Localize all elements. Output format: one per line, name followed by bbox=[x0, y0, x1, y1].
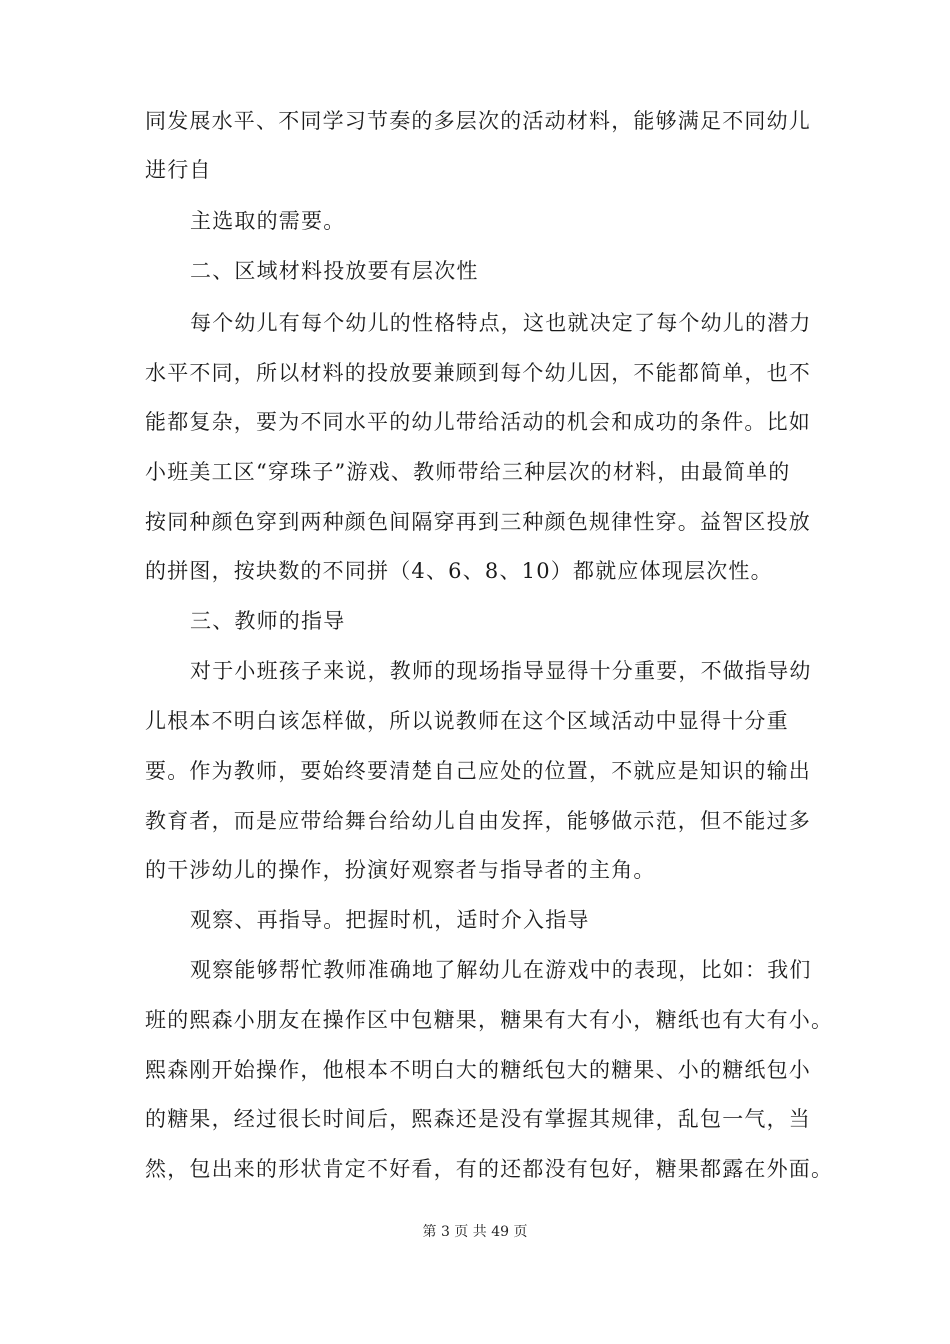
section-heading: 二、区域材料投放要有层次性 bbox=[190, 259, 479, 283]
section-heading: 三、教师的指导 bbox=[190, 609, 346, 633]
text-line: 熙森刚开始操作，他根本不明白大的糖纸包大的糖果、小的糖纸包小 bbox=[145, 1058, 811, 1082]
text-line: 的干涉幼儿的操作，扮演好观察者与指导者的主角。 bbox=[145, 858, 656, 882]
page-number-footer: 第 3 页 共 49 页 bbox=[422, 1224, 528, 1240]
text-line: 然，包出来的形状肯定不好看，有的还都没有包好，糖果都露在外面。 bbox=[145, 1157, 834, 1181]
text-line: 能都复杂，要为不同水平的幼儿带给活动的机会和成功的条件。比如 bbox=[145, 410, 811, 434]
text-line: 要。作为教师，要始终要清楚自己应处的位置，不就应是知识的输出 bbox=[145, 759, 811, 783]
text-line: 的糖果，经过很长时间后，熙森还是没有掌握其规律，乱包一气，当 bbox=[145, 1107, 811, 1131]
text-line: 主选取的需要。 bbox=[190, 209, 346, 233]
text-line: 同发展水平、不同学习节奏的多层次的活动材料，能够满足不同幼儿 bbox=[145, 109, 811, 133]
text-line: 小班美工区“穿珠子”游戏、教师带给三种层次的材料，由最简单的 bbox=[145, 460, 791, 484]
text-line: 班的熙森小朋友在操作区中包糖果，糖果有大有小，糖纸也有大有小。 bbox=[145, 1008, 834, 1032]
text-line: 教育者，而是应带给舞台给幼儿自由发挥，能够做示范，但不能过多 bbox=[145, 809, 811, 833]
text-line: 每个幼儿有每个幼儿的性格特点，这也就决定了每个幼儿的潜力 bbox=[190, 311, 812, 335]
section-heading: 观察、再指导。把握时机，适时介入指导 bbox=[190, 908, 590, 932]
text-line: 观察能够帮忙教师准确地了解幼儿在游戏中的表现，比如：我们 bbox=[190, 958, 812, 982]
text-line: 儿根本不明白该怎样做，所以说教师在这个区域活动中显得十分重 bbox=[145, 709, 789, 733]
text-line: 水平不同，所以材料的投放要兼顾到每个幼儿因，不能都简单，也不 bbox=[145, 361, 811, 385]
text-line: 按同种颜色穿到两种颜色间隔穿再到三种颜色规律性穿。益智区投放 bbox=[145, 510, 811, 534]
text-line: 的拼图，按块数的不同拼（4、6、8、10）都就应体现层次性。 bbox=[145, 559, 773, 583]
text-line: 对于小班孩子来说，教师的现场指导显得十分重要，不做指导幼 bbox=[190, 659, 812, 683]
text-line: 进行自 bbox=[145, 158, 212, 182]
